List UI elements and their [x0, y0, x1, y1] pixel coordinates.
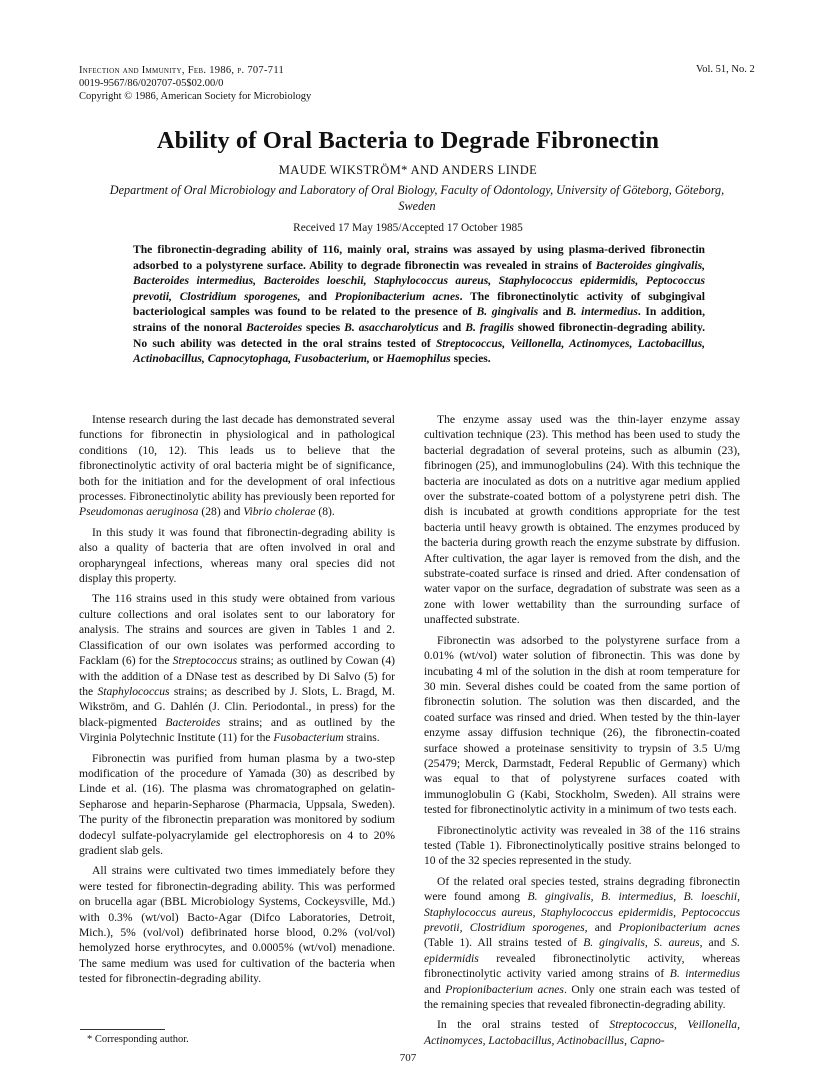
article-title: Ability of Oral Bacteria to Degrade Fibronectin — [156, 127, 660, 154]
left-column — [79, 412, 395, 992]
journal-line: Infection and Immunity, Feb. 1986, p. 707-711 — [79, 65, 285, 76]
paragraph: All strains were cultivated two times immediately before they were tested for fibronectin-degrading ability. This was performed on brucella agar (BBL Microbiology Systems, Cockeysville, Md.) with 0.3% (wt/vol) Bacto-Agar (Difco Laboratories, Detroit, Mich.), 5% (vol/vol) defibrinated horse blood, 0.2% (vol/vol) hemolyzed horse erythrocytes, and 0.0005% (wt/vol) menadione. The same medium was used for cultivation of the bacteria when tested for fibronectin-degrading ability. — [79, 864, 395, 986]
right-column — [424, 412, 740, 1053]
paragraph: Fibronectinolytic activity was revealed in 38 of the 116 strains tested (Table 1). Fibronectinolytically positive strains belonged to 10 of the 32 species represented in the study. — [424, 823, 740, 868]
copyright-line: Copyright © 1986, American Society for Microbiology — [79, 91, 312, 102]
paragraph: The enzyme assay used was the thin-layer enzyme assay cultivation technique (23). This method has been used to study the bacterial degradation of several proteins, such as albumin (23), fibrinogen (25), and immunoglobulins (24). With this technique the bacteria are inoculated as dots on a nutritive agar medium applied over the substrate-coated bottom of a polystyrene petri dish. The dish is incubated at growth conditions appropriate for the test bacteria until heavy growth is obtained. The enzymes produced by the bacteria during growth reach the enzyme substrate by diffusion. After cultivation, the agar layer is removed from the dish, and the substrate-coated surface is rinsed and dried. After condensation of water vapor on the surface, degradation of substrate was seen as a zone with lower wettability than the surrounding surface of unaffected substrate. — [424, 413, 740, 627]
paragraph: Of the related oral species tested, strains degrading fibronectin were found among B. gingivalis, B. intermedius, B. loeschii, Staphylococcus aureus, Staphylococcus epidermidis, Peptococcus prevotii, Clostridium sporogenes, and Propionibacterium acnes (Table 1). All strains tested of B. gingivalis, S. aureus, and S. epidermidis revealed fibronectinolytic activity, whereas fibronectinolytic activity varied among strains of B. intermedius and Propionibacterium acnes. Only one strain each was tested of the remaining species that revealed fibronectin-degrading ability. — [424, 874, 740, 1012]
authors: MAUDE WIKSTRÖM* AND ANDERS LINDE — [278, 163, 538, 177]
page-number: 707 — [399, 1052, 417, 1064]
issn-line: 0019-9567/86/020707-05$02.00/0 — [79, 78, 224, 89]
paragraph: The 116 strains used in this study were obtained from various culture collections and oral isolates sent to our laboratory for analysis. The strains and sources are given in Tables 1 and 2. Classification of our own isolates was performed according to Facklam (6) for the Streptococcus strains; as outlined by Cowan (4) with the addition of a DNase test as described by Di Salvo (5) for the Staphylococcus strains; as described by J. Slots, L. Bragd, M. Wikström, and G. Dahlén (J. Clin. Periodontal., in press) for the black-pigmented Bacteroides strains; and as outlined by the Virginia Polytechnic Institute (11) for the Fusobacterium strains. — [79, 592, 396, 745]
received-dates: Received 17 May 1985/Accepted 17 October 1985 — [293, 222, 523, 234]
abstract: The fibronectin-degrading ability of 116, mainly oral, strains was assayed by using plasma-derived fibronectin adsorbed to a polystyrene surface. Ability to degrade fibronectin was revealed in strains of Bacteroides gingivalis, Bacteroides intermedius, Bacteroides loeschii, Staphylococcus aureus, Staphylococcus epidermidis, Peptococcus prevotii, Clostridium sporogenes, and Propionibacterium acnes. The fibronectinolytic activity of subgingival bacteriological samples was found to be related to the presence of B. gingivalis and B. intermedius. In addition, strains of the nonoral Bacteroides species B. asaccharolyticus and B. fragilis showed fibronectin-degrading ability. No such ability was detected in the oral strains tested of Streptococcus, Veillonella, Actinomyces, Lactobacillus, Actinobacillus, Capnocytophaga, Fusobacterium, or Haemophilus species. — [133, 243, 705, 366]
paragraph: Intense research during the last decade has demonstrated several functions for fibronectin in physiological and in pathological conditions (10, 12). This leads us to believe that the fibronectinolytic activity of oral bacteria might be of significance, both for the initiation and for the development of oral infectious processes. Fibronectinolytic ability has previously been reported for Pseudomonas aeruginosa (28) and Vibrio cholerae (8). — [79, 413, 395, 519]
affiliation: Department of Oral Microbiology and Laboratory of Oral Biology, Faculty of Odontology, University of Göteborg, Göteborg, Sweden — [109, 183, 725, 213]
paragraph: Fibronectin was purified from human plasma by a two-step modification of the procedure of Yamada (30) as described by Linde et al. (16). The plasma was chromatographed on gelatin-Sepharose and heparin-Sepharose (Pharmacia, Uppsala, Sweden). The purity of the fibronectin preparation was monitored by sodium dodecyl sulfate-polyacrylamide gel electrophoresis on 4 to 20% gradient slab gels. — [79, 751, 395, 857]
volume-label: Vol. 51, No. 2 — [696, 64, 755, 75]
paragraph: In the oral strains tested of Streptococcus, Veillonella, Actinomyces, Lactobacillus, Actinobacillus, Capno- — [424, 1018, 740, 1047]
running-header — [79, 64, 311, 103]
paragraph: In this study it was found that fibronectin-degrading ability is also a quality of bacteria that are often involved in oral and oropharyngeal infections, whereas many oral species did not display this property. — [79, 525, 395, 586]
footnote-rule — [80, 1029, 165, 1030]
footnote: * Corresponding author. — [87, 1034, 189, 1045]
paragraph: Fibronectin was adsorbed to the polystyrene surface from a 0.01% (wt/vol) water solution of fibronectin. This was done by incubating 4 ml of the solution in the dish at room temperature for 30 min. Several dishes could be coated from the same portion of fibronectin solution. The solution was then discarded, and the coated surface was rinsed and dried. When tested by the thin-layer enzyme assay diffusion technique (26), the fibronectin-coated surface showed a proteinase sensitivity to trypsin of 3.5 U/mg (25479; Merck, Darmstadt, Federal Republic of Germany) which was equal to that of polystyrene surfaces coated with immunoglobulin G (Kabi, Stockholm, Sweden). All strains were tested for fibronectinolytic activity in a minimum of two tests each. — [424, 633, 740, 817]
